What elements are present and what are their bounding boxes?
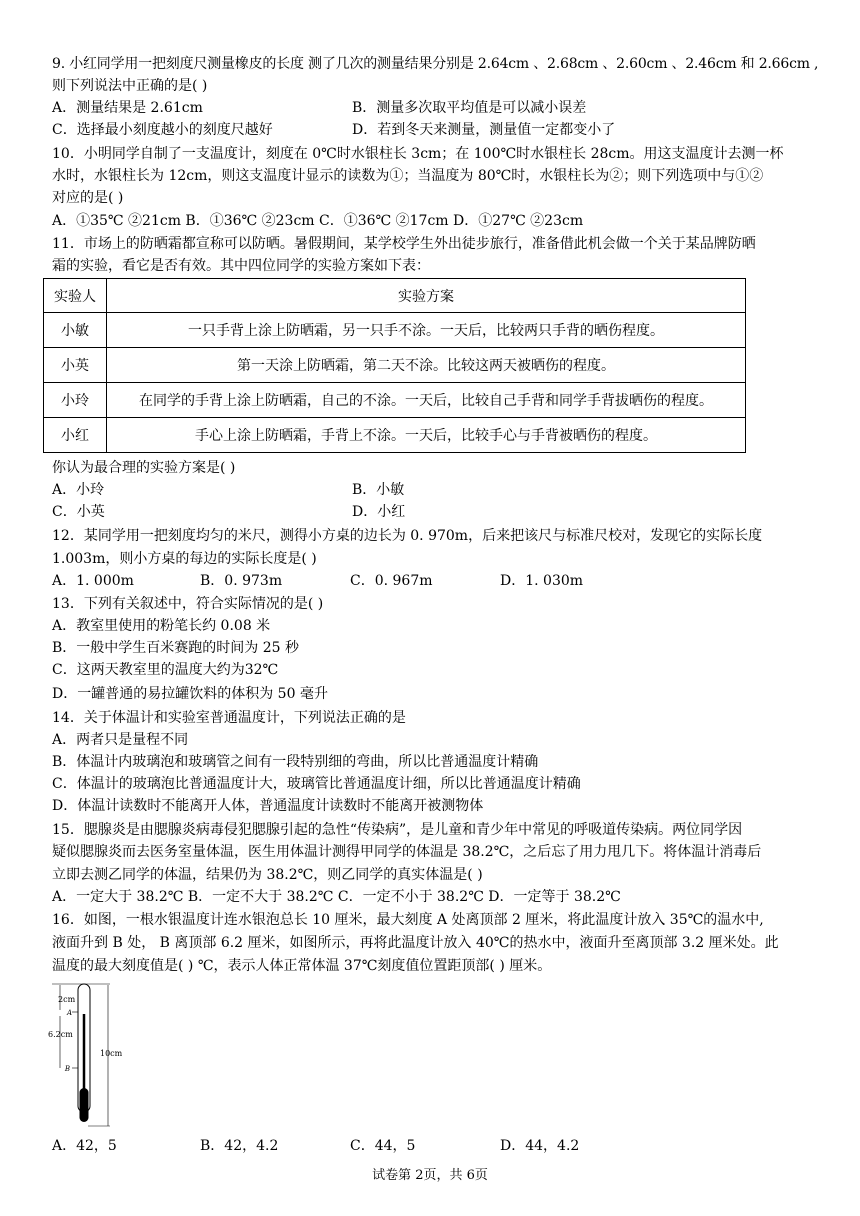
- label-b: B: [64, 1065, 70, 1073]
- label-62cm: 6.2cm: [48, 1030, 73, 1039]
- q16-stem-line3: 温度的最大刻度值是( ) ℃，表示人体正常体温 37℃刻度值位置距顶部( ) 厘米。: [52, 958, 552, 974]
- header-cell-plan: 实验方案: [107, 279, 746, 313]
- q12-stem-line2: 1.003m，则小方桌的每边的实际长度是( ): [52, 551, 317, 567]
- q15-stem-line1: 15．腮腺炎是由腮腺炎病毒侵犯腮腺引起的急性“传染病”，是儿童和青少年中常见的呼吸道传染病。两位同学因: [52, 822, 743, 838]
- thermometer-bulb: [80, 1088, 89, 1122]
- experiment-table: [43, 278, 746, 453]
- q16-option-c: C．44，5: [350, 1138, 416, 1154]
- q9-option-b: B．测量多次取平均值是可以减小误差: [352, 100, 587, 116]
- q12-option-c: C．0. 967m: [350, 573, 433, 589]
- label-10cm: 10cm: [100, 1049, 123, 1058]
- q14-option-c: C．体温计的玻璃泡比普通温度计大，玻璃管比普通温度计细，所以比普通温度计精确: [52, 776, 581, 792]
- q11-stem-line2: 霜的实验，看它是否有效。其中四位同学的实验方案如下表：: [52, 258, 430, 274]
- q12-option-d: D．1. 030m: [500, 573, 584, 589]
- q10-stem-line3: 对应的是( ): [52, 190, 124, 206]
- q16-option-b: B．42，4.2: [200, 1138, 279, 1154]
- row-person: 小敏: [44, 313, 107, 348]
- q15-options: A．一定大于 38.2℃ B．一定不大于 38.2℃ C．一定不小于 38.2℃ D．一定等于 38.2℃: [52, 889, 621, 905]
- row-plan: 第一天涂上防晒霜，第二天不涂。比较这两天被晒伤的程度。: [107, 348, 746, 383]
- thermometer-figure: [48, 980, 138, 1134]
- q11-option-c: C．小英: [52, 504, 105, 520]
- q11-option-d: D．小红: [352, 504, 406, 520]
- table-row: [44, 313, 746, 348]
- q9-option-a: A．测量结果是 2.61cm: [52, 100, 203, 116]
- q16-option-a: A．42，5: [52, 1138, 117, 1154]
- page-footer: 试卷第 2页，共 6页: [372, 1168, 488, 1183]
- q10-stem-line2: 水时，水银柱长为 12cm，则这支温度计显示的读数为①；当温度为 80℃时，水银柱长为②；则下列选项中与①②: [52, 168, 764, 184]
- q11-option-b: B．小敏: [352, 482, 405, 498]
- q16-option-d: D．44，4.2: [500, 1138, 580, 1154]
- header-cell-person: 实验人: [44, 279, 107, 313]
- q14-stem: 14．关于体温计和实验室普通温度计，下列说法正确的是: [52, 710, 406, 726]
- q13-option-b: B．一般中学生百米赛跑的时间为 25 秒: [52, 640, 300, 656]
- q14-option-d: D．体温计读数时不能离开人体，普通温度计读数时不能离开被测物体: [52, 798, 484, 814]
- q11-option-a: A．小玲: [52, 482, 105, 498]
- row-plan: 手心上涂上防晒霜，手背上不涂。一天后，比较手心与手背被晒伤的程度。: [107, 418, 746, 453]
- q11-question: 你认为最合理的实验方案是( ): [52, 460, 236, 476]
- q15-stem-line2: 疑似腮腺炎而去医务室量体温，医生用体温计测得甲同学的体温是 38.2℃，之后忘了用力甩几下。将体温计消毒后: [52, 844, 762, 860]
- row-plan: 一只手背上涂上防晒霜，另一只手不涂。一天后，比较两只手背的晒伤程度。: [107, 313, 746, 348]
- q13-stem: 13．下列有关叙述中，符合实际情况的是( ): [52, 596, 324, 612]
- row-person: 小英: [44, 348, 107, 383]
- q9-option-c: C．选择最小刻度越小的刻度尺越好: [52, 122, 273, 138]
- label-2cm: 2cm: [58, 995, 76, 1004]
- q9-option-d: D．若到冬天来测量，测量值一定都变小了: [352, 122, 616, 138]
- table-row: [44, 348, 746, 383]
- q15-stem-line3: 立即去测乙同学的体温，结果仍为 38.2℃，则乙同学的真实体温是( ): [52, 867, 483, 883]
- table-row: [44, 418, 746, 453]
- q16-stem-line1: 16．如图，一根水银温度计连水银泡总长 10 厘米，最大刻度 A 处离顶部 2 厘米，将此温度计放入 35℃的温水中,: [52, 912, 764, 928]
- q10-options: A．①35℃ ②21cm B．①36℃ ②23cm C．①36℃ ②17cm D．①27℃ ②23cm: [52, 213, 584, 229]
- label-a: A: [66, 1009, 72, 1017]
- q9-stem-line1: 9. 小红同学用一把刻度尺测量橡皮的长度 测了几次的测量结果分别是 2.64cm 、2.68cm 、2.60cm 、2.46cm 和 2.66cm ,: [52, 56, 819, 72]
- row-plan: 在同学的手背上涂上防晒霜，自己的不涂。一天后，比较自己手背和同学手背拔晒伤的程度。: [107, 383, 746, 418]
- q12-option-a: A．1. 000m: [52, 573, 134, 589]
- table-row: [44, 383, 746, 418]
- row-person: 小红: [44, 418, 107, 453]
- q11-stem-line1: 11．市场上的防晒霜都宣称可以防晒。暑假期间，某学校学生外出徒步旅行，准备借此机会做一个关于某品牌防晒: [52, 236, 756, 252]
- q13-option-d: D．一罐普通的易拉罐饮料的体积为 50 毫升: [52, 686, 328, 702]
- q14-option-a: A．两者只是量程不同: [52, 732, 189, 748]
- q14-option-b: B．体温计内玻璃泡和玻璃管之间有一段特别细的弯曲，所以比普通温度计精确: [52, 754, 539, 770]
- q13-option-a: A．教室里使用的粉笔长约 0.08 米: [52, 618, 271, 634]
- q13-option-c: C．这两天教室里的温度大约为32℃: [52, 662, 279, 678]
- q16-stem-line2: 液面升到 B 处， B 离顶部 6.2 厘米，如图所示，再将此温度计放入 40℃的热水中，液面升至离顶部 3.2 厘米处。此: [52, 935, 779, 951]
- q10-stem-line1: 10．小明同学自制了一支温度计，刻度在 0℃时水银柱长 3cm；在 100℃时水银柱长 28cm。用这支温度计去测一杯: [52, 146, 784, 162]
- q12-stem-line1: 12．某同学用一把刻度均匀的米尺，测得小方桌的边长为 0. 970m，后来把该尺与标准尺校对，发现它的实际长度: [52, 528, 763, 544]
- q12-option-b: B．0. 973m: [200, 573, 283, 589]
- row-person: 小玲: [44, 383, 107, 418]
- q9-stem-line2: 则下列说法中正确的是( ): [52, 78, 208, 94]
- table-header-row: [44, 279, 746, 313]
